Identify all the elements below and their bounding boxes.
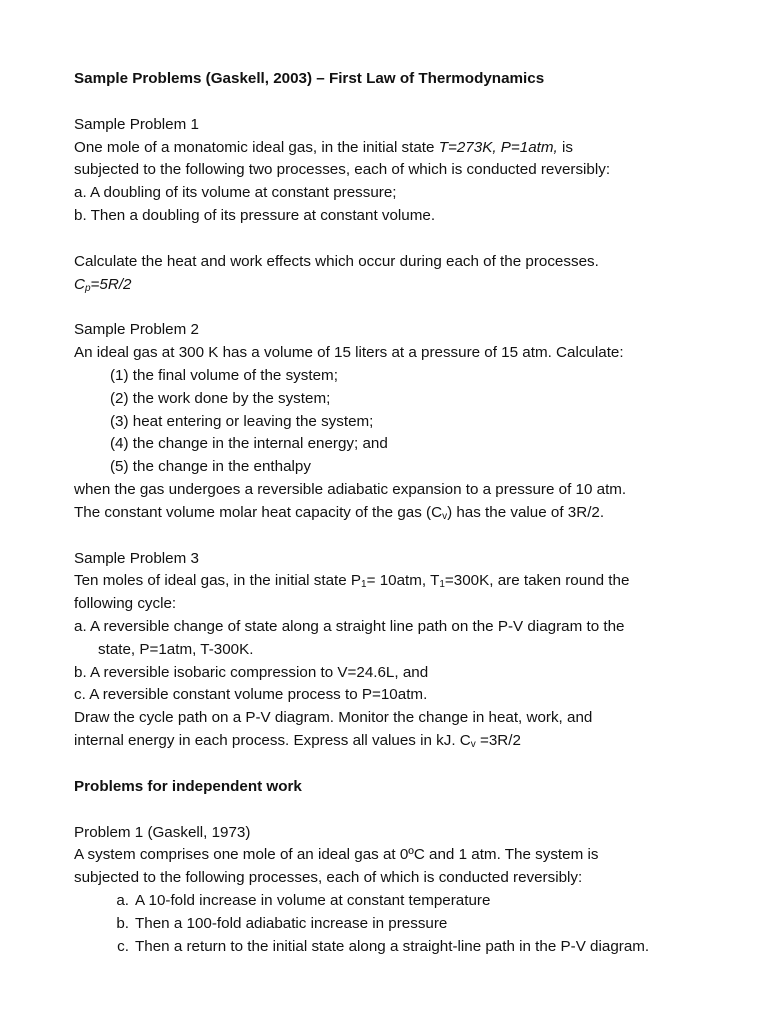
text-span: C (74, 275, 85, 293)
problem-heading: Sample Problem 2 (74, 321, 199, 339)
text-span: =300K, are taken round the (444, 572, 630, 590)
problem-text-line: An ideal gas at 300 K has a volume of 15 liters at a pressure of 15 atm. Calculate: (74, 344, 624, 362)
text-span: ) has the value of 3R/2. (447, 503, 605, 521)
subscript: 1 (361, 579, 367, 591)
text-span: The constant volume molar heat capacity of the gas (C (74, 503, 443, 521)
list-marker: c. (117, 937, 129, 955)
text-span: =5R/2 (90, 275, 132, 293)
problem-text-line: subjected to the following processes, each of which is conducted reversibly: (74, 869, 583, 887)
document-title: Sample Problems (Gaskell, 2003) – First Law of Thermodynamics (74, 70, 545, 87)
problem-text-line: when the gas undergoes a reversible adiabatic expansion to a pressure of 10 atm. (74, 480, 627, 498)
heat-capacity-formula (74, 274, 728, 297)
list-item (74, 913, 728, 936)
list-marker: a. (116, 891, 129, 909)
problem-text-line: subjected to the following two processes, each of which is conducted reversibly: (74, 161, 611, 179)
problem-text-line: following cycle: (74, 595, 177, 613)
problem-text-line: Draw the cycle path on a P-V diagram. Monitor the change in heat, work, and (74, 709, 593, 727)
text-span: internal energy in each process. Express all values in kJ. C (74, 731, 471, 749)
problem-text-line (74, 730, 728, 753)
subscript: v (470, 738, 476, 750)
list-item (74, 936, 728, 959)
process-item-b: b. Then a doubling of its pressure at constant volume. (74, 206, 436, 224)
list-item: (5) the change in the enthalpy (110, 458, 311, 476)
subscript: v (442, 510, 448, 522)
list-marker: b. (116, 914, 129, 932)
text-span: = 10atm, T (366, 572, 440, 590)
problem-text-line: Calculate the heat and work effects which occur during each of the processes. (74, 252, 599, 270)
cycle-step-a: a. A reversible change of state along a straight line path on the P-V diagram to the (74, 617, 625, 635)
cycle-step-b: b. A reversible isobaric compression to V=24.6L, and (74, 663, 429, 681)
text-span: =3R/2 (475, 731, 521, 749)
problem-text-line (74, 137, 728, 160)
subscript: p (84, 282, 91, 294)
text-span: is (557, 138, 573, 156)
initial-state-text: T=273K, P=1atm, (438, 138, 558, 156)
text-span: Ten moles of ideal gas, in the initial state P (74, 572, 362, 590)
sample-problem-3 (74, 548, 728, 753)
independent-work-section (74, 776, 728, 959)
section-heading: Problems for independent work (74, 777, 302, 795)
process-item-a: a. A doubling of its volume at constant pressure; (74, 184, 397, 202)
problem-text-line (74, 502, 728, 525)
cycle-step-a-continued: state, P=1atm, T-300K. (98, 640, 254, 658)
sample-problem-1 (74, 114, 728, 297)
problem-text-line (74, 570, 728, 593)
sample-problem-2 (74, 319, 728, 524)
subscript: 1 (439, 579, 445, 591)
problem-heading: Sample Problem 1 (74, 115, 199, 133)
list-item: (3) heat entering or leaving the system; (110, 412, 374, 430)
problem-text-line: A system comprises one mole of an ideal gas at 0ºC and 1 atm. The system is (74, 846, 599, 864)
text-span: One mole of a monatomic ideal gas, in the initial state (74, 138, 439, 156)
list-item-text: A 10-fold increase in volume at constant temperature (135, 891, 491, 909)
problem-heading: Problem 1 (Gaskell, 1973) (74, 823, 251, 841)
list-item: (1) the final volume of the system; (110, 366, 338, 384)
list-item-text: Then a return to the initial state along a straight-line path in the P-V diagram. (135, 937, 650, 955)
cycle-step-c: c. A reversible constant volume process to P=10atm. (74, 686, 428, 704)
list-item-text: Then a 100-fold adiabatic increase in pressure (135, 914, 448, 932)
list-item: (4) the change in the internal energy; and (110, 435, 388, 453)
problem-heading: Sample Problem 3 (74, 549, 199, 567)
list-item (74, 890, 728, 913)
list-item: (2) the work done by the system; (110, 389, 331, 407)
